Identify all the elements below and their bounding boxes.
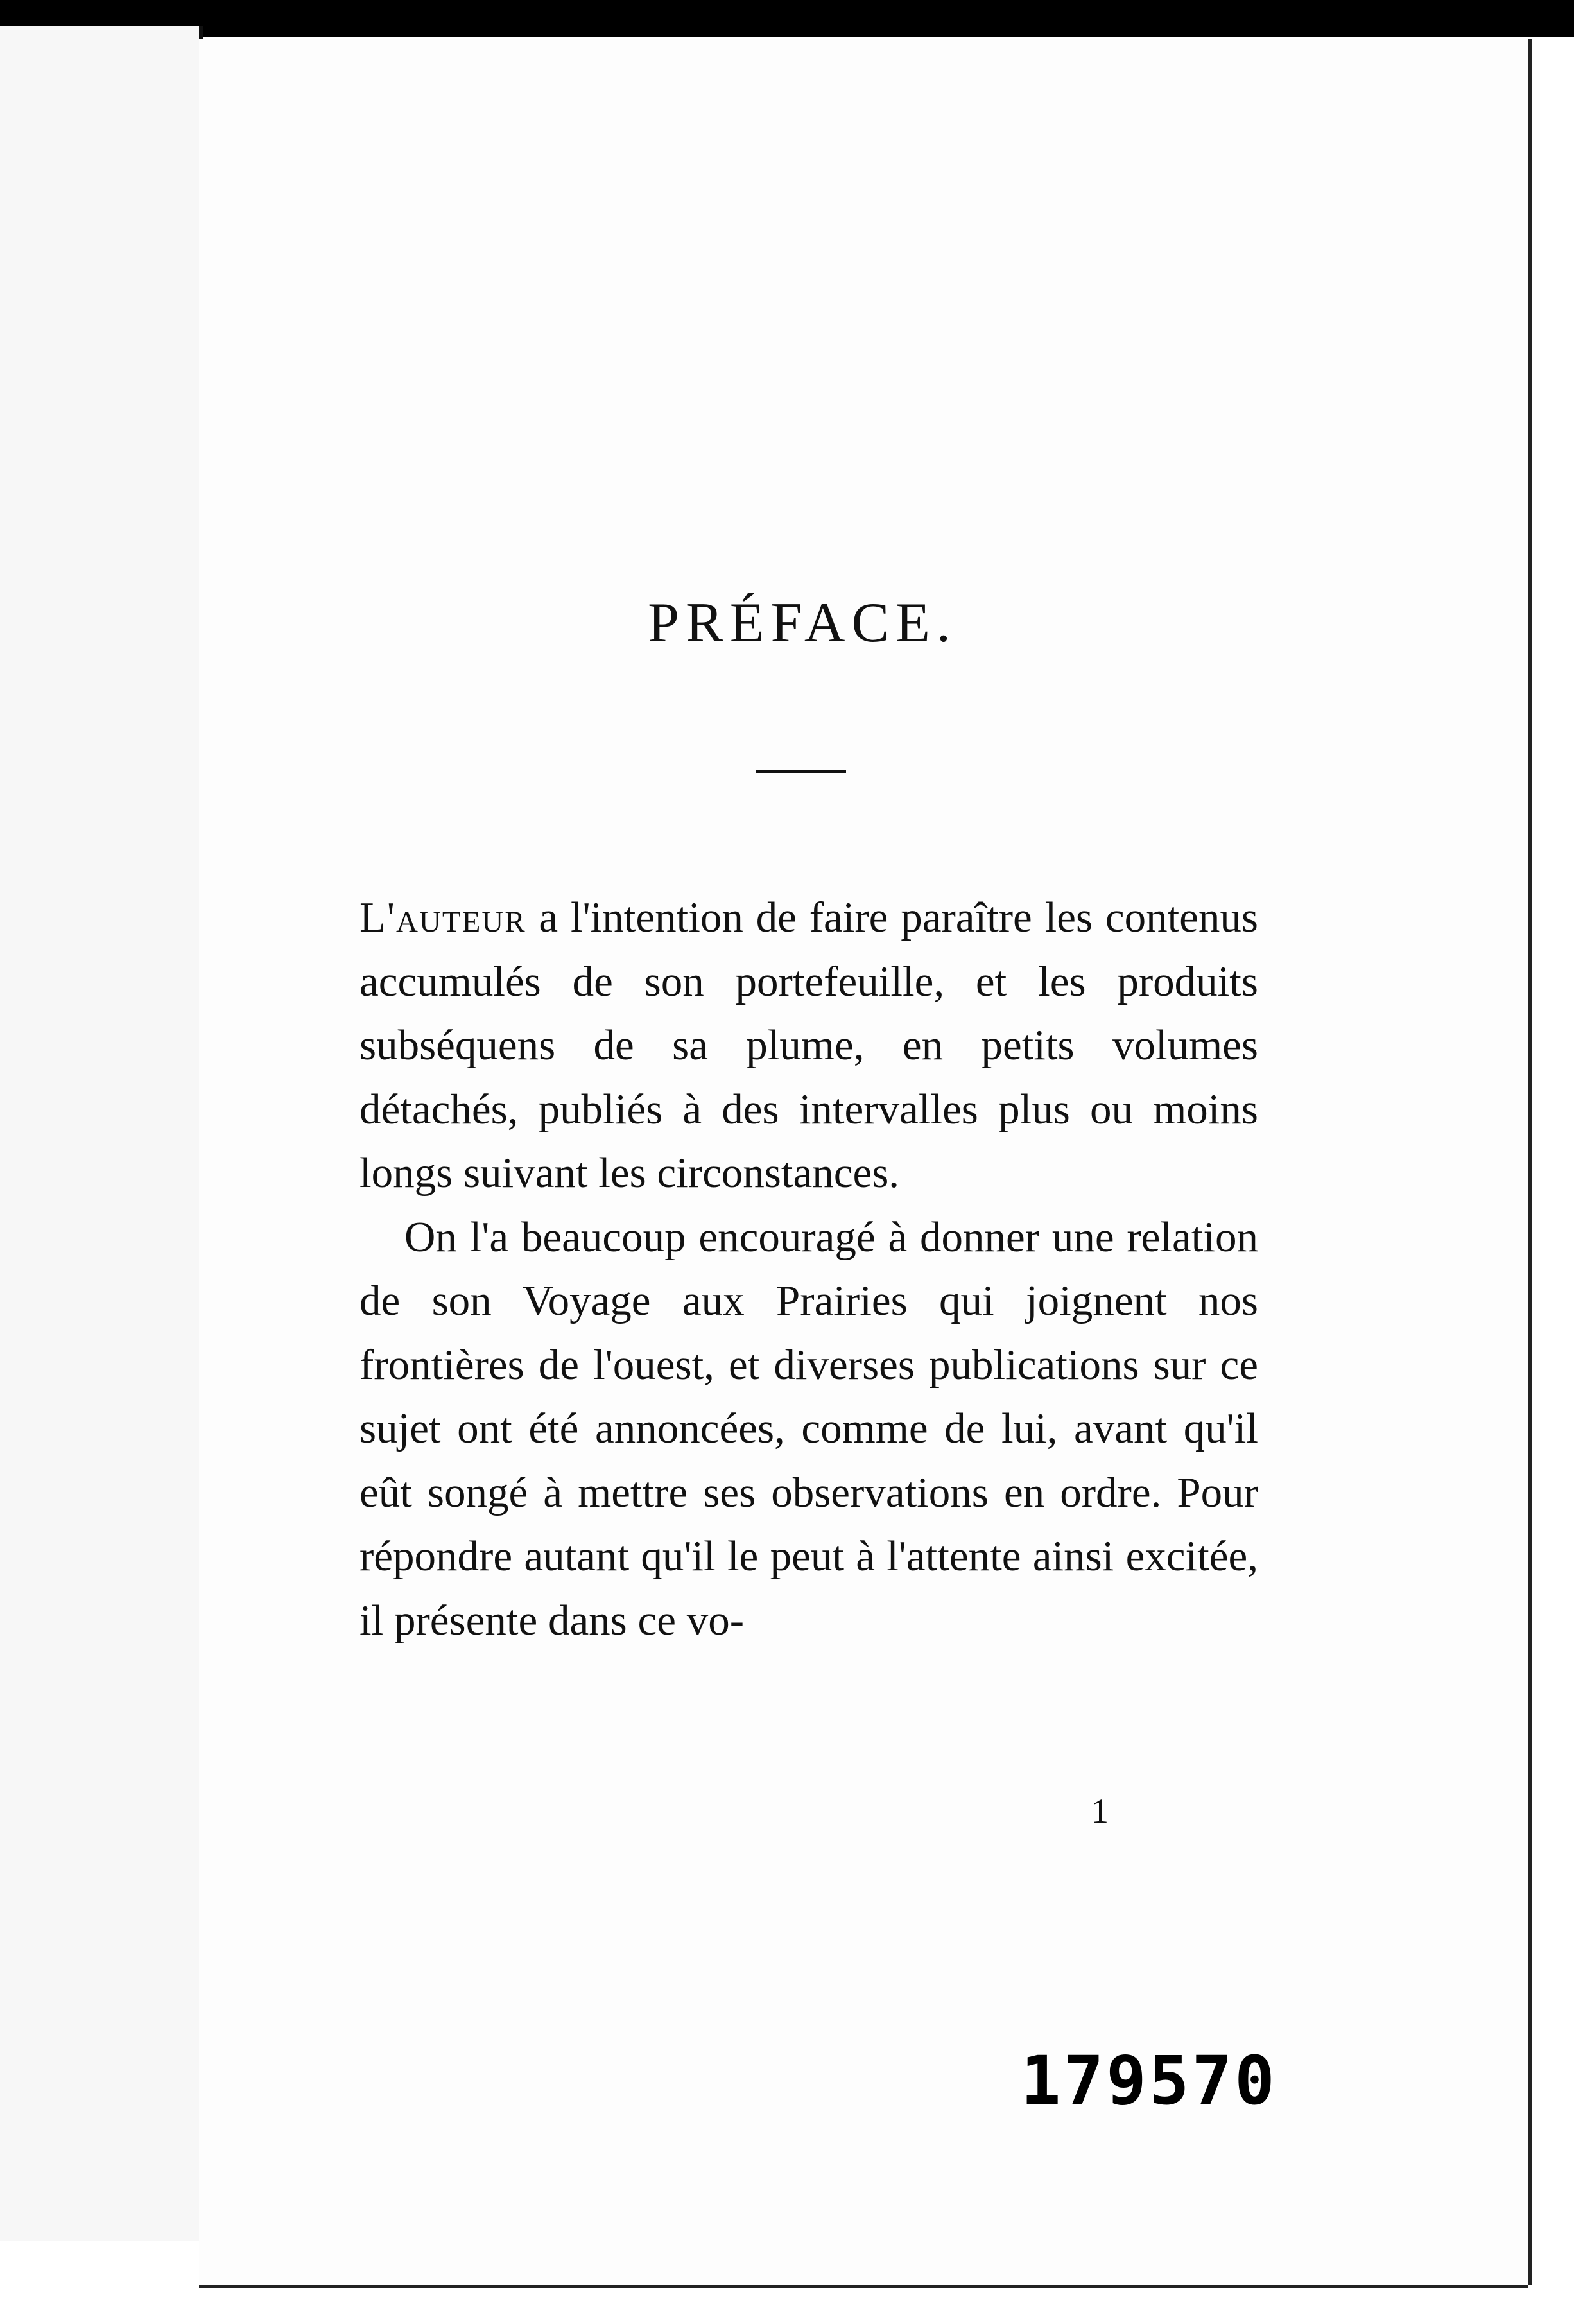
facing-page-edge	[0, 26, 203, 2241]
title-rule	[756, 770, 846, 773]
paragraph-1-text: a l'intention de faire paraître les contenus accumulés de son portefeuille, et les produits subséquens de sa plume, en petits volumes détachés, publiés à des intervalles plus ou moins longs suivant les circonstances.	[359, 894, 1258, 1197]
signature-mark: 1	[1091, 1792, 1109, 1830]
paragraph-1	[359, 886, 1258, 1206]
paragraph-lead: L'auteur	[359, 894, 526, 941]
preface-body	[359, 886, 1258, 1652]
accession-number-stamp: 179570	[1021, 2042, 1277, 2120]
scan-frame-top	[0, 0, 1574, 37]
paragraph-2: On l'a beaucoup encouragé à donner une relation de son Voyage aux Prairies qui joignent nos frontières de l'ouest, et diverses publications sur ce sujet ont été annoncées, comme de lui, avant qu'il eût songé à mettre ses observations en ordre. Pour répondre autant qu'il le peut à l'attente ainsi excitée, il présente dans ce vo-	[359, 1213, 1258, 1644]
page-edge-right	[1528, 39, 1532, 2285]
page-title: PRÉFACE.	[648, 592, 957, 654]
